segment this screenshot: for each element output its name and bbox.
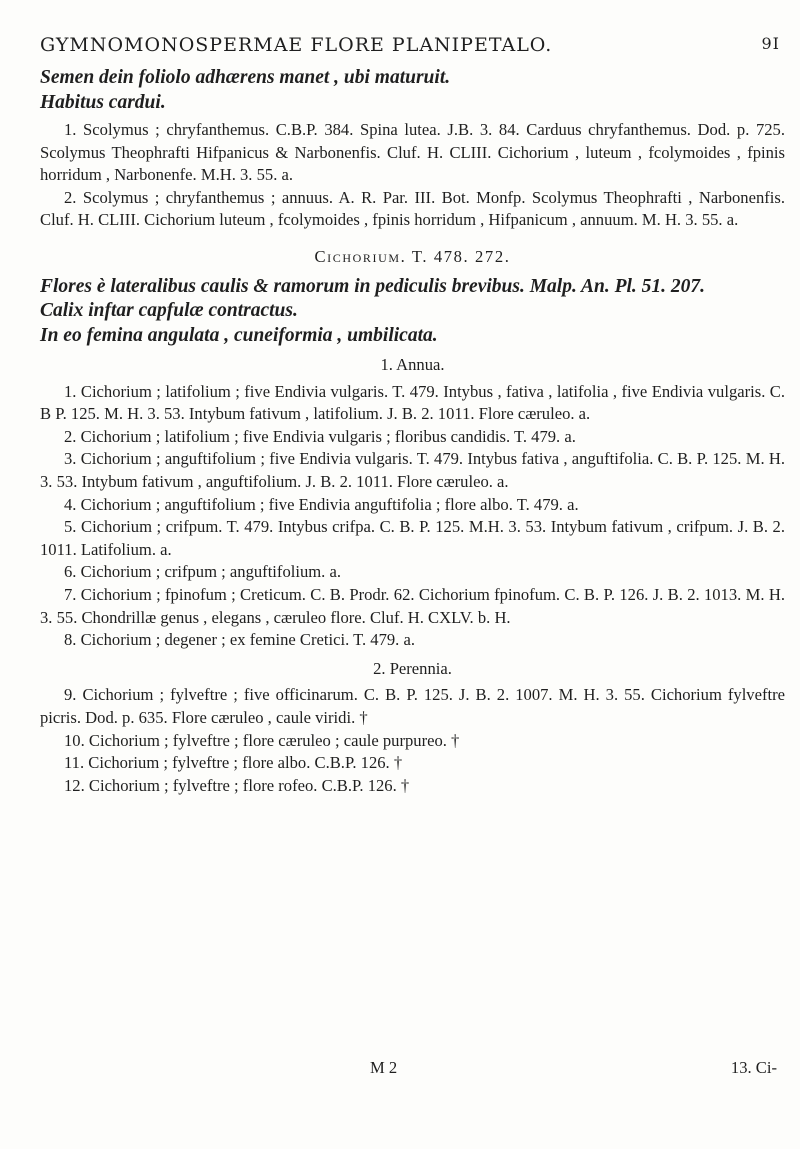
list-item: 4. Cichorium ; anguftifolium ; five Endivia anguftifolia ; flore albo. T. 479. a. (64, 494, 579, 514)
genus-description-3: In eo femina angulata , cuneiformia , umbilicata. (40, 324, 438, 346)
scolymus-entry-1: 1. Scolymus ; chryfanthemus. C.B.P. 384. Spina lutea. J.B. 3. 84. Carduus chryfanthemus. Dod. p. 725. Scolymus Theophrafti Hifpanicus & Narbonenfis. Cluf. H. CLIII. Cichorium , luteum , fcolymoides , fpinis horridum , Narbonenfe. M.H. 3. 55. a. (40, 120, 785, 185)
list-item: 11. Cichorium ; fylveftre ; flore albo. C.B.P. 126. † (64, 753, 403, 773)
list-item: 1. Cichorium ; latifolium ; five Endivia vulgaris. T. 479. Intybus , fativa , latifolia , five Endivia vulgaris. C. B P. 125. M. H. 3. 53. Intybum fativum , latifolium. J. B. 2. 1011. Flore cæruleo. a. (40, 381, 785, 424)
genus-description-1: Flores è lateralibus caulis & ramorum in pediculis brevibus. Malp. An. Pl. 51. 207. (40, 275, 706, 297)
genus-heading: Cichorium. T. 478. 272. (314, 246, 511, 266)
section-title-perennia: 2. Perennia. (373, 658, 452, 678)
main-text (40, 66, 785, 797)
list-item: 8. Cichorium ; degener ; ex femine Cretici. T. 479. a. (64, 630, 415, 650)
genus-description-2: Calix inftar capfulæ contractus. (40, 300, 298, 322)
intro-line-2: Habitus cardui. (40, 91, 166, 113)
list-item: 12. Cichorium ; fylveftre ; flore rofeo. C.B.P. 126. † (64, 775, 410, 795)
list-item: 5. Cichorium ; crifpum. T. 479. Intybus crifpa. C. B. P. 125. M.H. 3. 53. Intybum fativum , crifpum. J. B. 2. 1011. Latifolium. a. (40, 517, 785, 559)
running-title: GYMNOMONOSPERMAE FLORE PLANIPETALO. (40, 34, 553, 56)
page-number: 9I (761, 34, 780, 53)
list-item: 2. Cichorium ; latifolium ; five Endivia vulgaris ; floribus candidis. T. 479. a. (64, 426, 576, 446)
list-item: 9. Cichorium ; fylveftre ; five officinarum. C. B. P. 125. J. B. 2. 1007. M. H. 3. 55. Cichorium fylveftre picris. Dod. p. 635. Flore cæruleo , caule viridi. † (40, 685, 785, 727)
signature-mark: M 2 (370, 1058, 398, 1077)
list-item: 7. Cichorium ; fpinofum ; Creticum. C. B. Prodr. 62. Cichorium fpinofum. C. B. P. 126. J. B. 2. 1013. M. H. 3. 55. Chondrillæ genus , elegans , cæruleo flore. Cluf. H. CXLV. b. H. (40, 585, 785, 627)
intro-line-1: Semen dein foliolo adhærens manet , ubi maturuit. (40, 67, 451, 88)
scolymus-entry-2: 2. Scolymus ; chryfanthemus ; annuus. A. R. Par. III. Bot. Monfp. Scolymus Theophrafti , Narbonenfis. Cluf. H. CLIII. Cichorium luteum , fcolymoides , fpinis horridum , Hifpanicum , annuum. M. H. 3. 55. a. (40, 187, 785, 230)
catchword: 13. Ci- (730, 1058, 777, 1077)
running-header (40, 34, 780, 56)
list-item: 3. Cichorium ; anguftifolium ; five Endivia vulgaris. T. 479. Intybus fativa , anguftifolia. C. B. P. 125. M. H. 3. 53. Intybum fativum , anguftifolium. J. B. 2. 1011. Flore cæruleo. a. (40, 449, 785, 492)
list-item: 6. Cichorium ; crifpum ; anguftifolium. a. (64, 562, 341, 582)
section-title-annua: 1. Annua. (380, 355, 445, 375)
list-item: 10. Cichorium ; fylveftre ; flore cæruleo ; caule purpureo. † (64, 730, 460, 750)
